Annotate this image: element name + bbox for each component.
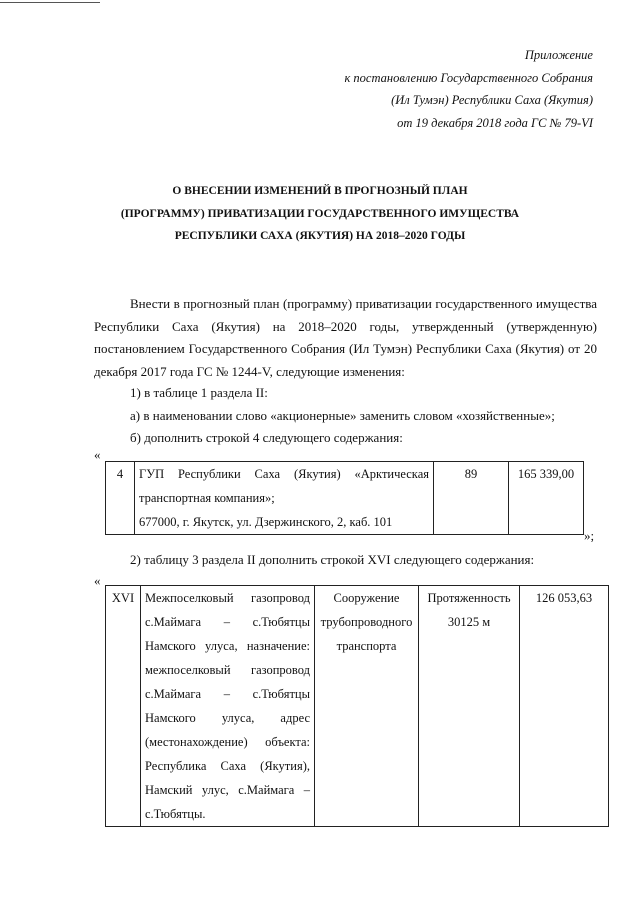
- t1-num: 4: [106, 462, 135, 535]
- quote-close-1: »;: [584, 528, 595, 543]
- t2-name: Межпоселковый газопровод с.Маймага – с.Тюбятцы Намского улуса, назначение: межпоселковый газопровод с.Маймага – с.Тюбятцы Намского улуса, адрес (местонахождение) объекта: Республика Саха (Якутия), Намский улус, с.Маймага – с.Тюбятцы.: [141, 586, 315, 827]
- appendix-line-4: от 19 декабря 2018 года ГС № 79-VI: [397, 115, 593, 130]
- quote-open-2: «: [94, 573, 101, 588]
- title-line-2: (ПРОГРАММУ) ПРИВАТИЗАЦИИ ГОСУДАРСТВЕННОГО ИМУЩЕСТВА: [120, 207, 520, 220]
- appendix-header: [344, 44, 593, 134]
- item-1b: б) дополнить строкой 4 следующего содержания:: [130, 430, 403, 445]
- table-3-row-xvi: [105, 585, 609, 827]
- t1-name-line-3: 677000, г. Якутск, ул. Дзержинского, 2, каб. 101: [139, 515, 393, 529]
- t2-type: Сооружение трубопроводного транспорта: [315, 586, 419, 827]
- t2-value: 126 053,63: [520, 586, 609, 827]
- table-row: [106, 462, 584, 535]
- appendix-line-3: (Ил Тумэн) Республики Саха (Якутия): [391, 93, 593, 107]
- item-1a: а) в наименовании слово «акционерные» заменить словом «хозяйственные»;: [130, 408, 555, 423]
- item-1: 1) в таблице 1 раздела II:: [130, 385, 268, 400]
- title-line-1: О ВНЕСЕНИИ ИЗМЕНЕНИЙ В ПРОГНОЗНЫЙ ПЛАН: [172, 185, 468, 197]
- t1-share: 89: [434, 462, 509, 535]
- quote-open-1: «: [94, 447, 101, 462]
- table-1-row-4: [105, 461, 584, 535]
- t2-num: XVI: [106, 586, 141, 827]
- t1-name-line-2: транспортная компания»;: [139, 491, 275, 505]
- t2-length: [419, 586, 520, 827]
- t1-name-line-1: ГУП Республики Саха (Якутия) «Арктическая: [139, 467, 429, 481]
- t1-value: 165 339,00: [509, 462, 584, 535]
- item-2: 2) таблицу 3 раздела II дополнить строкой XVI следующего содержания:: [130, 552, 535, 567]
- t2-length-label: Протяженность: [427, 591, 511, 605]
- t1-name: [135, 462, 434, 535]
- intro-paragraph: [94, 293, 597, 383]
- appendix-title: Приложение: [524, 48, 593, 62]
- scan-edge-line: [0, 2, 100, 3]
- document-title: [0, 180, 640, 248]
- table-row: [106, 586, 609, 827]
- appendix-line-2: к постановлению Государственного Собрания: [344, 70, 593, 85]
- t2-length-value: 30125 м: [447, 615, 491, 629]
- title-line-3: РЕСПУБЛИКИ САХА (ЯКУТИЯ) НА 2018–2020 ГОДЫ: [174, 230, 466, 242]
- intro-text: Внести в прогнозный план (программу) приватизации государственного имущества Республики Саха (Якутия) на 2018–2020 годы, утвержденный (утвержденную) постановлением Государственного Собрания (Ил Тумэн) Республики Саха (Якутия) от 20 декабря 2017 года ГС № 1244-V, следующие изменения:: [94, 296, 597, 379]
